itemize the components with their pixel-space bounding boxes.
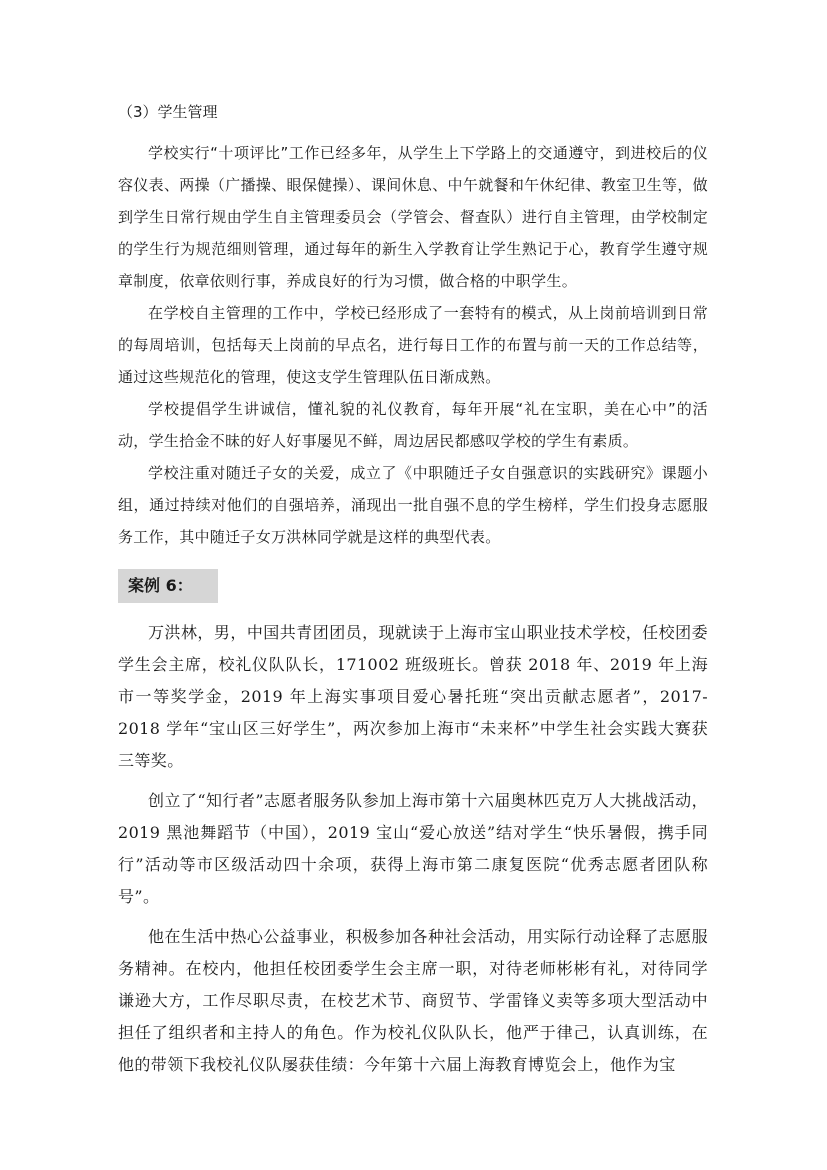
section-heading: （3）学生管理 — [118, 103, 218, 121]
paragraph-public-welfare: 他在生活中热心公益事业，积极参加各种社会活动，用实际行动诠释了志愿服务精神。在校内，他担任校团委学生会主席一职，对待老师彬彬有礼，对待同学谦逊大方，工作尽职尽责，在校艺术节、商贸节、学雷锋义卖等多项大型活动中担任了组织者和主持人的角色。作为校礼仪队队长，他严于律己，认真训练，在他的带领下我校礼仪队屡获佳绩：今年第十六届上海教育博览会上，他作为宝 — [118, 927, 708, 1074]
case-label: 案例 6： — [118, 569, 218, 603]
case-body — [118, 617, 708, 1081]
section-body — [118, 137, 708, 553]
paragraph-ten-item-evaluation: 学校实行“十项评比”工作已经多年，从学生上下学路上的交通遵守，到进校后的仪容仪表、两操（广播操、眼保健操）、课间休息、中午就餐和午休纪律、教室卫生等，做到学生日常行规由学生自主管理委员会（学管会、督查队）进行自主管理，由学校制定的学生行为规范细则管理，通过每年的新生入学教育让学生熟记于心，教育学生遵守规章制度，依章依则行事，养成良好的行为习惯，做合格的中职学生。 — [118, 144, 708, 290]
paragraph-student-profile: 万洪林，男，中国共青团团员，现就读于上海市宝山职业技术学校，任校团委学生会主席，校礼仪队队长，171002 班级班长。曾获 2018 年、2019 年上海市一等奖学金，2019 年上海实事项目爱心暑托班“突出贡献志愿者”，2017-2018 学年“宝山区三好学生”，两次参加上海市“未来杯”中学生社会实践大赛获三等奖。 — [118, 623, 708, 770]
paragraph-migrant-children: 学校注重对随迁子女的关爱，成立了《中职随迁子女自强意识的实践研究》课题小组，通过持续对他们的自强培养，涌现出一批自强不息的学生榜样，学生们投身志愿服务工作，其中随迁子女万洪林同学就是这样的典型代表。 — [118, 464, 708, 546]
paragraph-volunteer-team: 创立了“知行者”志愿者服务队参加上海市第十六届奥林匹克万人大挑战活动，2019 黑池舞蹈节（中国），2019 宝山“爱心放送”结对学生“快乐暑假，携手同行”活动等市区级活动四十余项，获得上海市第二康复医院“优秀志愿者团队称号”。 — [118, 791, 708, 906]
paragraph-self-management: 在学校自主管理的工作中，学校已经形成了一套特有的模式，从上岗前培训到日常的每周培训，包括每天上岗前的早点名，进行每日工作的布置与前一天的工作总结等，通过这些规范化的管理，使这支学生管理队伍日渐成熟。 — [118, 304, 708, 386]
paragraph-etiquette: 学校提倡学生讲诚信，懂礼貌的礼仪教育，每年开展“礼在宝职，美在心中”的活动，学生拾金不昧的好人好事屡见不鲜，周边居民都感叹学校的学生有素质。 — [118, 400, 708, 450]
